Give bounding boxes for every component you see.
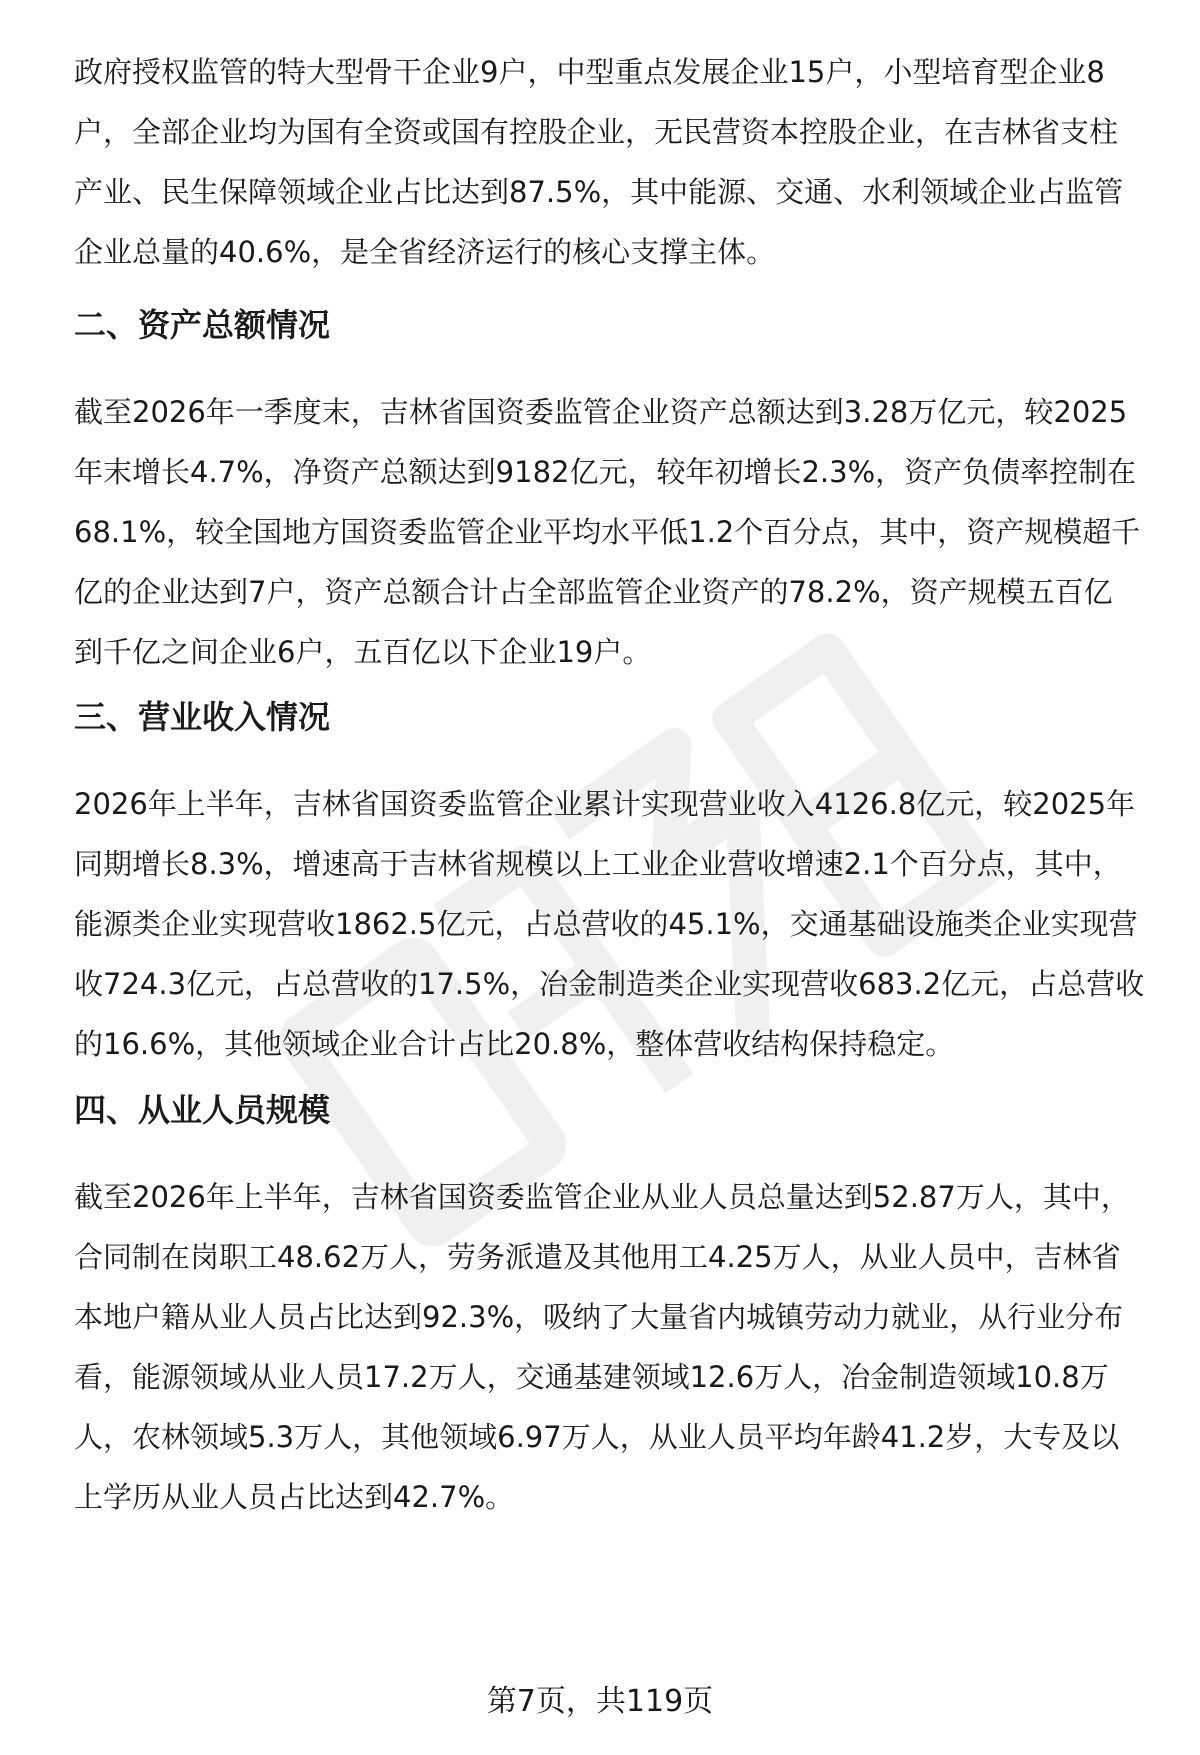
section-heading-employees: 四、从业人员规模 — [74, 1091, 331, 1129]
section-paragraph-employees: 截至2026年上半年，吉林省国资委监管企业从业人员总量达到52.87万人，其中， 合同制在岗职工48.62万人，劳务派遣及其他用工4.25万人，从业人员中，吉林省 本地户籍从业人员占比达到92.3%，吸纳了大量省内城镇劳动力就业，从行业分布 看，能源领域从业人员17.2万人，交通基建领域12.6万人，冶金制造领域10.8万 人，农林领域5.3万人，其他领域6.97万人，从业人员平均年龄41.2岁，大专及以 上学历从业人员占比达到42.7%。 — [74, 1180, 1130, 1514]
section-heading-revenue: 三、营业收入情况 — [74, 698, 331, 736]
section-heading-assets: 二、资产总额情况 — [74, 306, 331, 344]
page-number-footer: 第7页，共119页 — [486, 1684, 714, 1719]
section-paragraph-assets: 截至2026年一季度末，吉林省国资委监管企业资产总额达到3.28万亿元，较2025 年末增长4.7%，净资产总额达到9182亿元，较年初增长2.3%，资产负债率控制在 68.1%，较全国地方国资委监管企业平均水平低1.2个百分点，其中，资产规模超千 亿的企业达到7户，资产总额合计占全部监管企业资产的78.2%，资产规模五百亿 到千亿之间企业6户，五百亿以下企业19户。 — [74, 395, 1141, 669]
intro-paragraph: 政府授权监管的特大型骨干企业9户，中型重点发展企业15户，小型培育型企业8 户，全部企业均为国有全资或国有控股企业，无民营资本控股企业，在吉林省支柱 产业、民生保障领域企业占比达到87.5%，其中能源、交通、水利领域企业占监管 企业总量的40.6%，是全省经济运行的核心支撑主体。 — [74, 55, 1124, 269]
section-paragraph-revenue: 2026年上半年，吉林省国资委监管企业累计实现营业收入4126.8亿元，较2025年 同期增长8.3%，增速高于吉林省规模以上工业企业营收增速2.1个百分点，其中， 能源类企业实现营收1862.5亿元，占总营收的45.1%，交通基础设施类企业实现营 收724.3亿元，占总营收的17.5%，冶金制造类企业实现营收683.2亿元，占总营收 的16.6%，其他领域企业合计占比20.8%，整体营收结构保持稳定。 — [74, 787, 1145, 1061]
